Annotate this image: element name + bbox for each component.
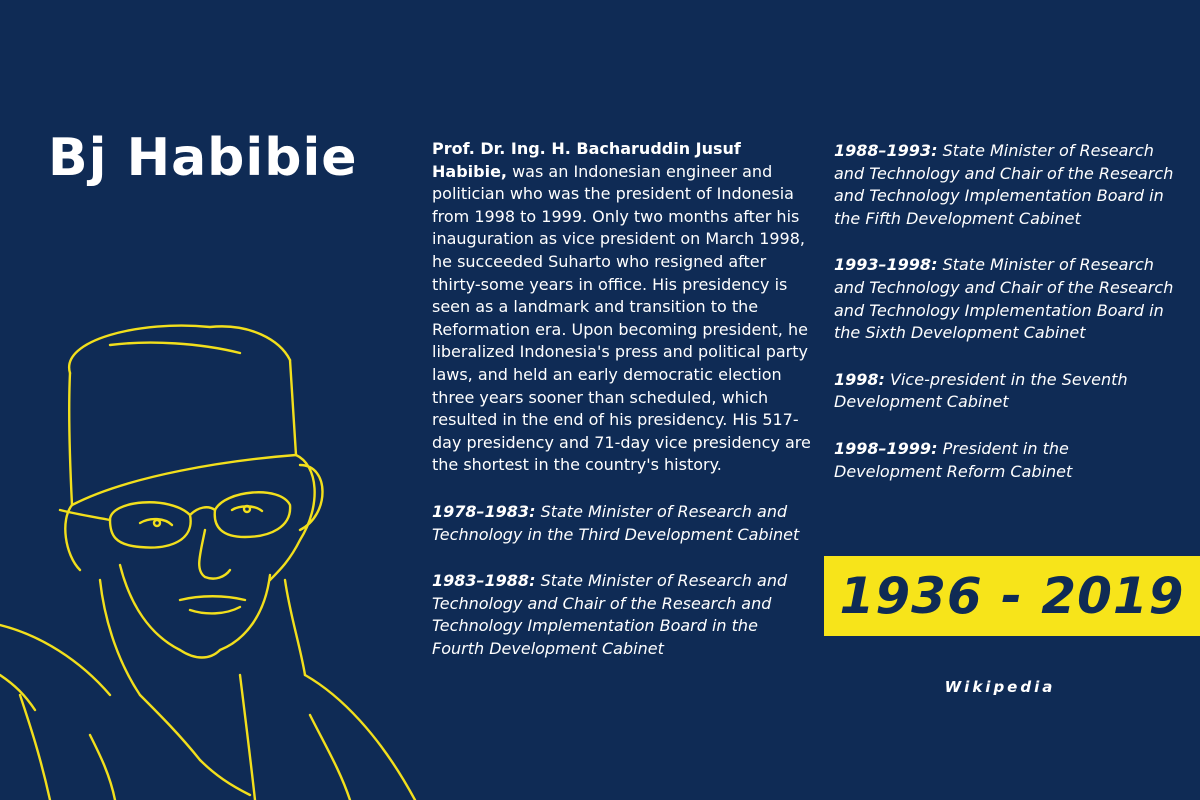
- career-years: 1988–1993:: [834, 141, 938, 160]
- career-list-right: [834, 140, 1174, 507]
- career-text: President in the Development Reform Cabinet: [834, 438, 1073, 481]
- bio-name: Prof. Dr. Ing. H. Bacharuddin Jusuf Habibie,: [432, 139, 741, 181]
- career-years: 1983–1988:: [432, 571, 536, 591]
- career-text: State Minister of Research and Technology and Chair of the Research and Technology Implementation Board in the Sixth Development Cabinet: [834, 255, 1174, 343]
- career-years: 1993–1998:: [834, 255, 938, 275]
- portrait-line-art-icon: [0, 315, 420, 800]
- career-item: [834, 140, 1174, 230]
- career-text: State Minister of Research and Technology and Chair of the Research and Technology Implementation Board in the Fourth Development Cabinet: [432, 571, 788, 658]
- career-item: [834, 369, 1174, 414]
- career-text: State Minister of Research and Technology and Chair of the Research and Technology Implementation Board in the Fifth Development Cabinet: [834, 141, 1174, 228]
- career-text: State Minister of Research and Technology in the Third Development Cabinet: [432, 501, 800, 544]
- career-list-left: [432, 501, 812, 661]
- career-item: [834, 438, 1174, 483]
- career-text: Vice-president in the Seventh Development Cabinet: [834, 369, 1128, 412]
- career-years: 1998:: [834, 369, 885, 389]
- page-title: Bj Habibie: [48, 128, 358, 188]
- source-credit: Wikipedia: [944, 678, 1056, 696]
- bio-text: was an Indonesian engineer and politician who was the president of Indonesia from 1998 to 1999. Only two months after his inauguration as vice president on March 1998, he succeeded Suharto who resigned after thirty-some years in office. His presidency is seen as a landmark and transition to the Reformation era. Upon becoming president, he liberalized Indonesia's press and political party laws, and held an early democratic election three years sooner than scheduled, which resulted in the end of his presidency. His 517-day presidency and 71-day vice presidency are the shortest in the country's history.: [432, 161, 811, 475]
- career-years: 1998–1999:: [834, 438, 938, 458]
- lifespan-text: 1936 - 2019: [839, 567, 1185, 625]
- bio-column: [432, 138, 812, 684]
- career-years: 1978–1983:: [432, 501, 536, 521]
- career-item: [834, 254, 1174, 344]
- career-item: [432, 570, 812, 660]
- career-item: [432, 501, 812, 546]
- lifespan-banner: [824, 556, 1200, 636]
- bio-paragraph: [432, 138, 812, 477]
